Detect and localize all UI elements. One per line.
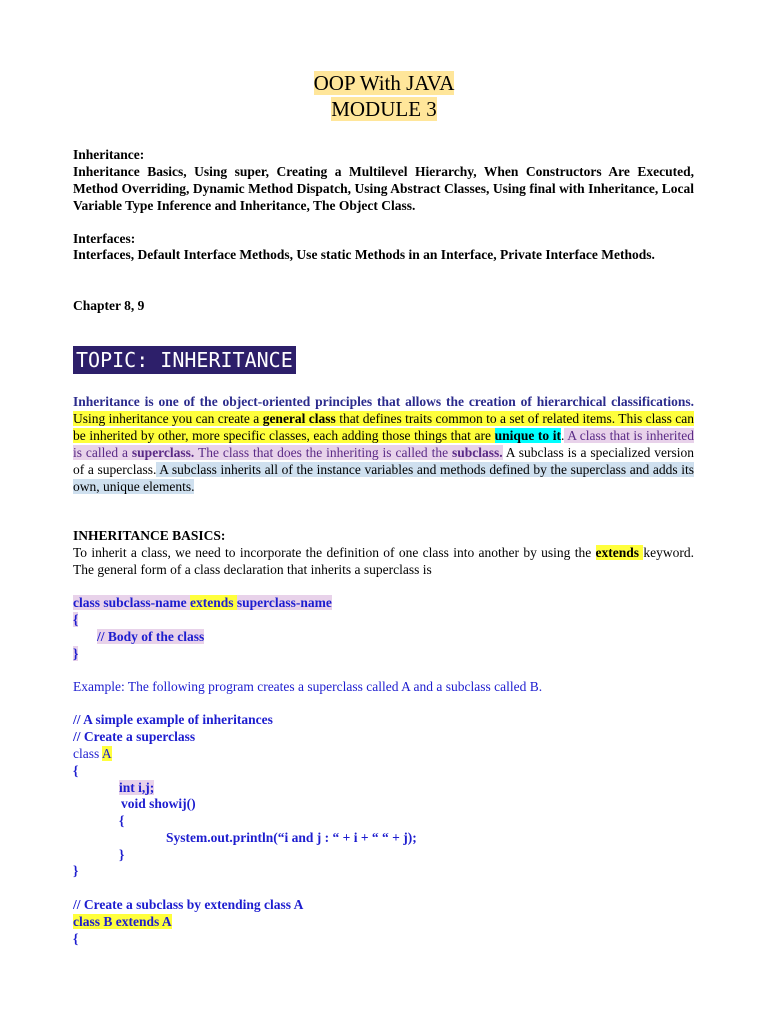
intro-super-c: The class that does the inheriting is called the <box>194 445 452 460</box>
class-b-decl: class B extends A <box>73 914 172 929</box>
intro-definition: Inheritance is one of the object-oriented principles that allows the creation of hierarchical classifications. <box>73 394 694 409</box>
inheritance-topics: Inheritance Basics, Using super, Creating a Multilevel Hierarchy, When Constructors Are Executed, Method Overriding, Dynamic Method Dispatch, Using Abstract Classes, Using final with Inheritance, Local Variable Type Inference and Inheritance, The Object Class. <box>73 164 694 213</box>
general-form-body-comment <box>97 628 204 645</box>
basics-text-a: To inherit a class, we need to incorporate the definition of one class into another by using the <box>73 545 596 560</box>
code-close-brace-2: } <box>119 847 125 862</box>
general-form-superclass: superclass-name <box>236 595 332 610</box>
intro-general-class: general class <box>262 411 336 426</box>
class-name-a: A <box>101 746 112 761</box>
open-brace: { <box>73 612 79 627</box>
intro-inherits-text: A subclass inherits all of the instance variables and methods defined by the superclass and adds its own, unique elements. <box>73 462 694 494</box>
code-println: System.out.println(“i and j : “ + i + “ “ + j); <box>166 830 417 845</box>
intro-text-c: that defines traits common to a set of related items. This class can be inherited by other, more specific classes, each adding those things that are <box>73 411 694 443</box>
interfaces-label: Interfaces: <box>73 231 136 246</box>
code-comment-1: // A simple example of inheritances <box>73 712 273 727</box>
code-class-b <box>73 913 172 930</box>
code-open-brace-3: { <box>73 931 79 946</box>
code-fields <box>119 779 154 796</box>
intro-superclass: superclass. <box>131 445 195 460</box>
intro-super-a: A class that is inherited is called a <box>73 428 694 460</box>
topic-heading: TOPIC: INHERITANCE <box>73 346 296 374</box>
inheritance-intro-paragraph <box>73 393 694 495</box>
basics-paragraph <box>73 544 694 578</box>
example-description: Example: The following program creates a superclass called A and a subclass called B. <box>73 679 543 694</box>
class-keyword: class <box>73 746 102 761</box>
general-form-open-brace <box>73 611 78 628</box>
code-class-a <box>73 745 112 762</box>
chapter-ref: Chapter 8, 9 <box>73 298 145 313</box>
code-comment-3: // Create a subclass by extending class A <box>73 897 304 912</box>
code-open-brace-2: { <box>119 813 125 828</box>
body-comment: // Body of the class <box>97 629 205 644</box>
intro-text-a: Using inheritance you can create a <box>73 411 263 426</box>
code-comment-2: // Create a superclass <box>73 729 196 744</box>
code-method-signature: void showij() <box>121 796 196 811</box>
close-brace: } <box>73 646 79 661</box>
general-form-extends: extends <box>190 595 237 610</box>
basics-text-b: keyword. The general form of a class declaration that inherits a superclass is <box>73 545 694 577</box>
code-open-brace-1: { <box>73 763 79 778</box>
document-title-line2: MODULE 3 <box>331 97 437 121</box>
basics-heading: INHERITANCE BASICS: <box>73 528 226 543</box>
intro-period: . <box>560 428 565 443</box>
document-title-line1: OOP With JAVA <box>313 71 455 95</box>
general-form-close-brace <box>73 645 78 662</box>
intro-specialized: A subclass is a specialized version of a superclass. <box>73 445 694 477</box>
intro-unique-highlight: unique to it <box>494 428 561 443</box>
interfaces-topics: Interfaces, Default Interface Methods, Use static Methods in an Interface, Private Interface Methods. <box>73 247 655 262</box>
fields-decl: int i,j; <box>119 780 155 795</box>
intro-subclass: subclass. <box>451 445 503 460</box>
code-close-brace-1: } <box>73 863 79 878</box>
general-form-subclass: class subclass-name <box>73 595 191 610</box>
extends-keyword: extends <box>595 545 644 560</box>
inheritance-label: Inheritance: <box>73 147 145 162</box>
general-form-line1 <box>73 594 332 611</box>
